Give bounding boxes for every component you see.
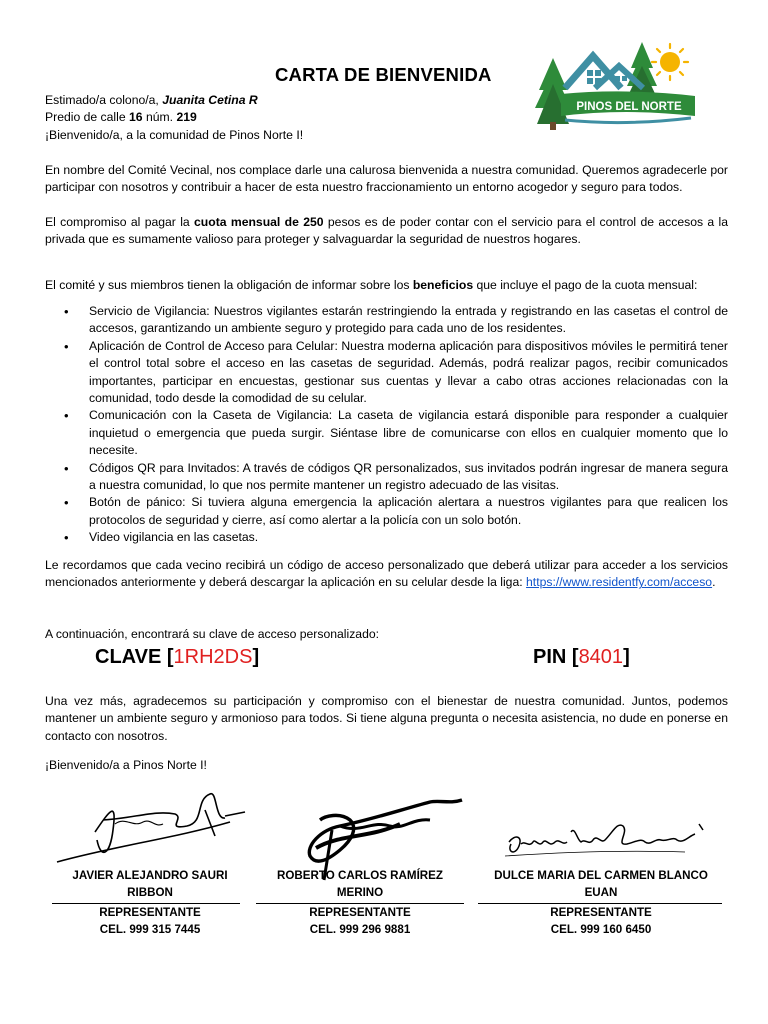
street-number: 16	[129, 110, 143, 125]
fee-prefix: El compromiso al pagar la	[45, 215, 195, 229]
clave-label: CLAVE [	[95, 646, 174, 668]
benefits-prefix: El comité y sus miembros tienen la obligación de informar sobre los	[45, 278, 413, 292]
clave-close: ]	[252, 646, 260, 668]
closing-welcome: ¡Bienvenido/a a Pinos Norte I!	[45, 758, 207, 772]
benefit-text: Botón de pánico: Si tuviera alguna emergencia la aplicación alertara a nuestros vigilantes para que realicen los protocolos de seguridad y cierre, así como alertar a la policía con un solo botón.	[89, 495, 728, 527]
benefit-text: Video vigilancia en las casetas.	[89, 530, 259, 545]
clave-code	[95, 646, 260, 668]
signatory-role: REPRESENTANTE	[309, 906, 411, 919]
address-mid: núm.	[142, 110, 177, 125]
signatory-name-line2: MERINO	[336, 886, 384, 900]
bullet-icon: •	[64, 495, 69, 511]
bullet-icon: •	[64, 338, 69, 354]
benefit-text: Aplicación de Control de Acceso para Celular: Nuestra moderna aplicación para dispositivos móviles le permitirá tener el control total sobre el acceso en las casetas de seguridad. Además, podrá realizar pagos, recibir comunicados importantes, participar en encuestas, gestionar sus cuentas y llevar a cabo otras acciones relacionadas con la comunidad, todo desde la comodidad de su celular.	[89, 338, 728, 406]
bullet-icon: •	[64, 530, 69, 546]
address-line	[45, 109, 728, 126]
greeting-line	[45, 92, 728, 109]
list-item	[45, 529, 728, 546]
resident-name: Juanita Cetina R	[162, 93, 258, 107]
signatory-name-line1: JAVIER ALEJANDRO SAURI	[72, 869, 228, 882]
access-link-suffix: .	[712, 575, 716, 590]
address-prefix: Predio de calle	[45, 110, 130, 125]
intro-paragraph: En nombre del Comité Vecinal, nos complace darle una calurosa bienvenida a nuestra comunidad. Queremos agradecerle por participar con nosotros y contribuir a hacer de esta nuestro fraccionamiento un entorno acogedor y seguro para todos.	[45, 163, 728, 195]
access-link[interactable]: https://www.residentfy.com/acceso	[526, 575, 713, 590]
logo-text: PINOS DEL NORTE	[576, 101, 682, 113]
fee-amount: cuota mensual de 250	[194, 215, 324, 229]
signatory-1-name	[60, 867, 240, 902]
recipient-block	[45, 92, 728, 144]
list-item	[45, 338, 728, 408]
sun-icon	[652, 44, 688, 80]
pin-label: PIN [	[533, 646, 579, 668]
signatory-name-line1: ROBERTO CARLOS RAMÍREZ	[277, 869, 443, 882]
signatory-2-name	[268, 867, 452, 902]
fee-suffix: pesos es de poder contar con el servicio para el control de accesos a la privada que es sumamente valioso para proteger y salvaguardar la seguridad de nuestros hogares.	[45, 215, 728, 247]
bullet-icon: •	[64, 408, 69, 424]
signatory-phone: CEL. 999 296 9881	[309, 923, 411, 937]
bullet-icon: •	[64, 460, 69, 476]
signatory-name-line1: DULCE MARIA DEL CARMEN BLANCO	[494, 869, 708, 882]
pin-value: 8401	[578, 646, 624, 668]
bullet-icon: •	[64, 304, 69, 319]
signature-1	[55, 780, 250, 870]
list-item	[45, 407, 728, 459]
signatory-role: REPRESENTANTE	[99, 906, 201, 919]
signatory-3-role	[488, 904, 714, 939]
benefit-text: Códigos QR para Invitados: A través de códigos QR personalizados, sus invitados podrán ingresar de manera segura a nuestra comunidad, lo que nos permite mantener un registro adecuado de las visitas.	[89, 460, 728, 493]
benefit-text: Comunicación con la Caseta de Vigilancia: La caseta de vigilancia estará disponible para responder a cualquier inquietud o emergencia que pueda surgir. Siéntase libre de comunicarse con ellos en cualquier momento que lo necesite.	[89, 408, 728, 458]
lot-number: 219	[176, 110, 197, 125]
signatory-3-name	[488, 867, 714, 902]
access-text: Le recordamos que cada vecino recibirá un código de acceso personalizado que deberá utilizar para acceder a los servicios mencionados anteriormente y deberá descargar la aplicación en su celular desde la liga:	[45, 558, 728, 590]
list-item	[45, 303, 728, 338]
clave-intro: A continuación, encontrará su clave de acceso personalizado:	[45, 627, 380, 641]
benefit-text: Servicio de Vigilancia: Nuestros vigilantes estarán restringiendo la entrada y registrando en las casetas el control de accesos, garantizando un ambiente seguro y protegido para cada uno de los residentes.	[89, 304, 728, 336]
signatory-2-role	[268, 904, 452, 939]
fee-paragraph	[45, 214, 728, 249]
signatory-phone: CEL. 999 160 6450	[550, 923, 652, 937]
benefits-suffix: que incluye el pago de la cuota mensual:	[473, 278, 698, 292]
greeting-prefix: Estimado/a colono/a,	[45, 93, 163, 107]
closing-paragraph: Una vez más, agradecemos su participación y compromiso con el bienestar de nuestra comunidad. Juntos, podemos mantener un ambiente seguro y armonioso para todos. Si tiene alguna pregunta o necesita asistencia, no dude en ponerse en contacto con nosotros.	[45, 694, 728, 743]
signatory-name-line2: EUAN	[584, 886, 618, 900]
signatory-1-role	[60, 904, 240, 939]
benefits-bold: beneficios	[412, 278, 474, 292]
clave-value: 1RH2DS	[173, 646, 253, 668]
signatory-phone: CEL. 999 315 7445	[99, 923, 201, 937]
access-paragraph	[45, 557, 728, 592]
access-codes	[45, 647, 728, 677]
signatory-name-line2: RIBBON	[127, 886, 173, 900]
letter-title: CARTA DE BIENVENIDA	[275, 64, 492, 85]
pin-code	[533, 646, 630, 668]
signatory-role: REPRESENTANTE	[550, 906, 652, 919]
benefits-list	[45, 303, 728, 547]
list-item	[45, 460, 728, 495]
pin-close: ]	[623, 646, 630, 668]
benefits-intro	[45, 277, 728, 294]
list-item	[45, 494, 728, 529]
signature-3	[505, 812, 715, 872]
welcome-line: ¡Bienvenido/a, a la comunidad de Pinos Norte I!	[45, 127, 304, 142]
